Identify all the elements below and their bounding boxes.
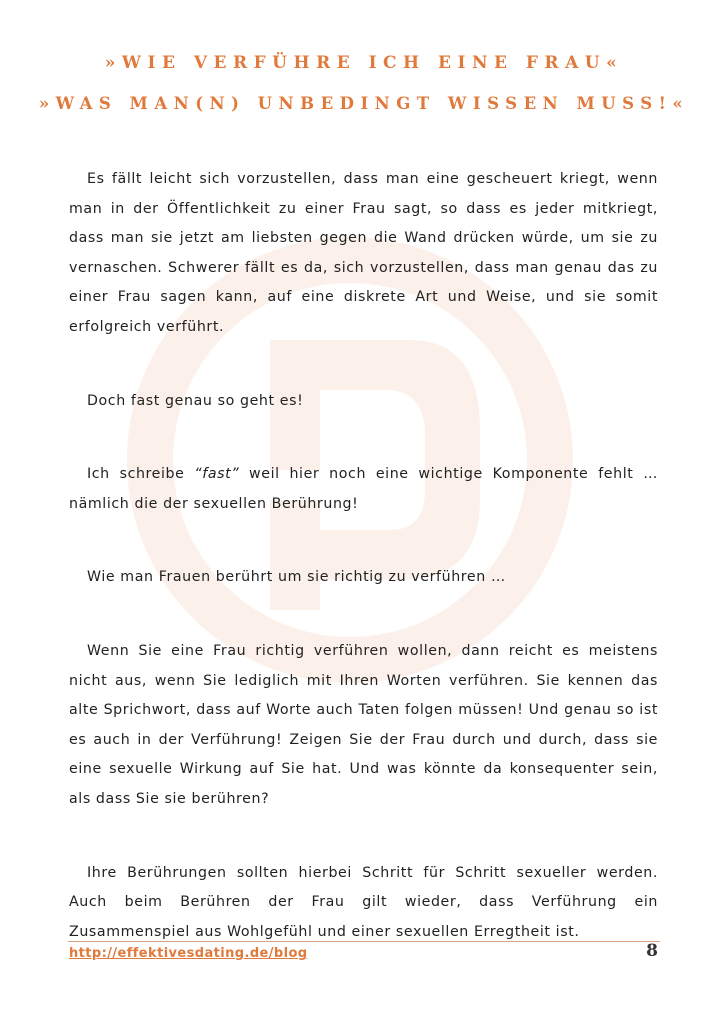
document-title bbox=[0, 52, 728, 115]
paragraph-6: Ihre Berührungen sollten hierbei Schritt für Schritt sexueller werden. Auch beim Berühren der Frau gilt wieder, dass Verführung ein Zusammenspiel aus Wohlgefühl und einer sexuellen Erregtheit ist. bbox=[69, 864, 658, 940]
footer-blog-link[interactable]: http://effektivesdating.de/blog bbox=[69, 946, 308, 961]
main-text bbox=[69, 165, 658, 991]
paragraph-2: Doch fast genau so geht es! bbox=[87, 392, 304, 409]
title-line-2: »WAS MAN(N) UNBEDINGT WISSEN MUSS!« bbox=[38, 94, 690, 113]
paragraph-5: Wenn Sie eine Frau richtig verführen wollen, dann reicht es meistens nicht aus, wenn Sie lediglich mit Ihren Worten verführen. Sie kennen das alte Sprichwort, dass auf Worte auch Taten folgen müssen! Und genau so ist es auch in der Verführung! Zeigen Sie der Frau durch und durch, dass sie eine sexuelle Wirkung auf Sie hat. Und was könnte da konsequenter sein, als dass Sie sie berühren? bbox=[69, 642, 658, 807]
footer-divider bbox=[68, 941, 660, 942]
title-line-1: »WIE VERFÜHRE ICH EINE FRAU« bbox=[104, 53, 624, 73]
paragraph-4: Wie man Frauen berührt um sie richtig zu verführen … bbox=[87, 569, 506, 586]
page-number: 8 bbox=[646, 941, 658, 961]
paragraph-3-rest: weil hier noch eine wichtige Komponente fehlt … nämlich die der sexuellen Berührung! bbox=[69, 466, 659, 512]
paragraph-3 bbox=[69, 460, 658, 519]
emphasis-fast: “fast” bbox=[194, 466, 240, 483]
paragraph-1: Es fällt leicht sich vorzustellen, dass man eine gescheuert kriegt, wenn man in der Öffentlichkeit zu einer Frau sagt, so dass es jeder mitkriegt, dass man sie jetzt am liebsten gegen die Wand drücken würde, um sie zu vernaschen. Schwerer fällt es da, sich vorzustellen, dass man genau das zu einer Frau sagen kann, auf eine diskrete Art und Weise, und sie somit erfolgreich verführt. bbox=[69, 171, 658, 335]
paragraph-3-lead: Ich schreibe bbox=[87, 466, 195, 483]
